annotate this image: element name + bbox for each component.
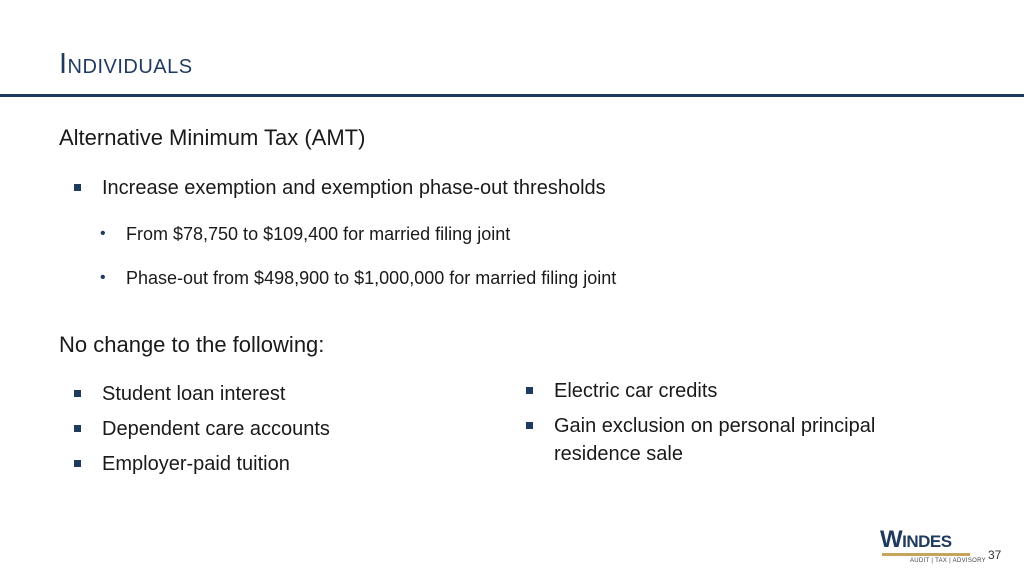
amt-bullet	[74, 175, 774, 201]
slide-title: Individuals	[59, 48, 193, 80]
no-change-item-text: Dependent care accounts	[102, 418, 330, 440]
no-change-item-text: Electric car credits	[554, 380, 718, 402]
logo-tagline: AUDIT | TAX | ADVISORY	[910, 558, 986, 564]
no-change-item	[526, 378, 966, 404]
no-change-item-text-continued: residence sale	[554, 443, 683, 465]
no-change-item	[74, 381, 474, 407]
dot-bullet-icon: •	[100, 269, 106, 286]
amt-sub-bullet	[100, 266, 800, 290]
square-bullet-icon	[74, 460, 81, 467]
amt-sub-bullet	[100, 222, 800, 246]
no-change-item	[526, 413, 966, 469]
square-bullet-icon	[74, 390, 81, 397]
page-number: 37	[988, 548, 1002, 562]
windes-logo	[880, 526, 986, 568]
square-bullet-icon	[74, 184, 81, 191]
square-bullet-icon	[74, 425, 81, 432]
no-change-heading: No change to the following:	[59, 332, 325, 357]
no-change-item-text: Student loan interest	[102, 383, 286, 405]
no-change-item-text: Gain exclusion on personal principal	[554, 415, 876, 437]
dot-bullet-icon: •	[100, 225, 106, 242]
title-divider	[0, 94, 1024, 97]
no-change-item-text: Employer-paid tuition	[102, 453, 290, 475]
amt-heading: Alternative Minimum Tax (AMT)	[59, 125, 366, 150]
square-bullet-icon	[526, 387, 533, 394]
logo-wordmark: Windes	[880, 526, 952, 553]
amt-sub-bullet-text: Phase-out from $498,900 to $1,000,000 for married filing joint	[126, 268, 617, 288]
no-change-item	[74, 451, 474, 477]
amt-bullet-text: Increase exemption and exemption phase-out thresholds	[102, 177, 606, 199]
logo-underline	[882, 553, 970, 556]
amt-sub-bullet-text: From $78,750 to $109,400 for married filing joint	[126, 224, 511, 244]
no-change-item	[74, 416, 474, 442]
square-bullet-icon	[526, 422, 533, 429]
